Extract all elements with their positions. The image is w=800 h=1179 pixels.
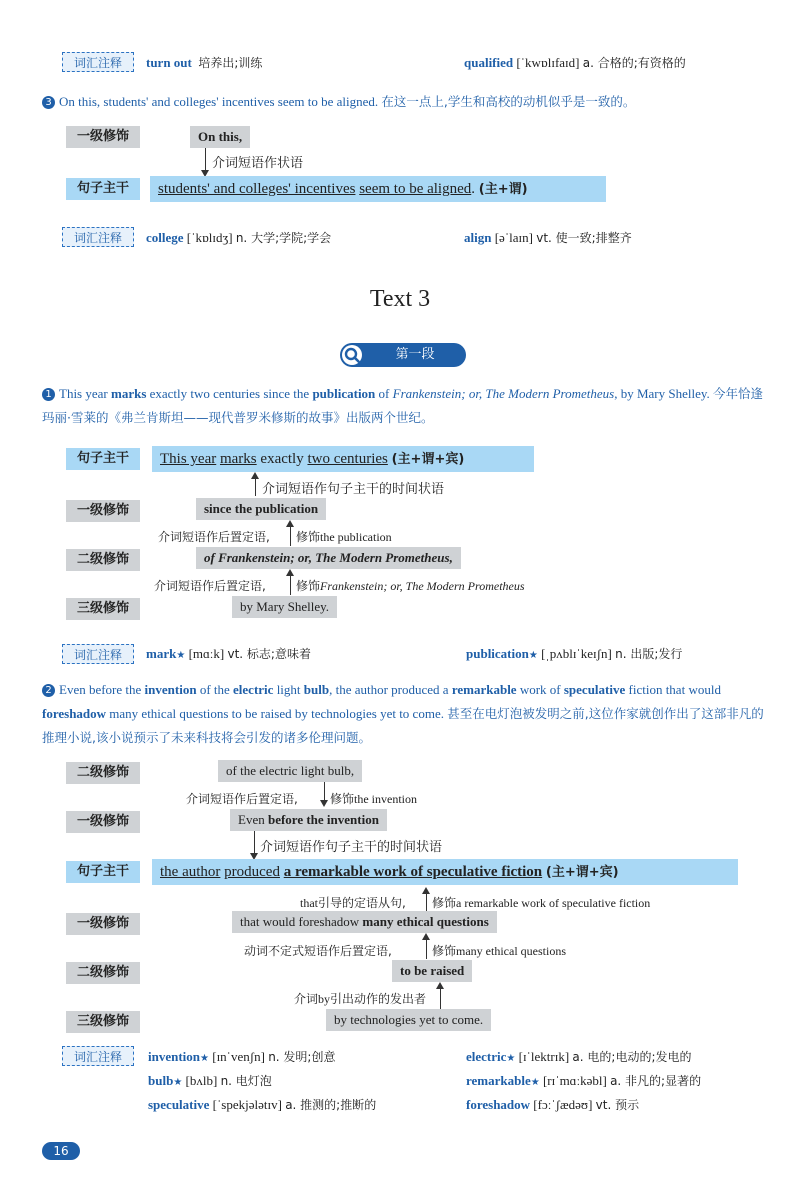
vocab-entry: [466, 1096, 639, 1113]
note-text: Frankenstein; or, The Modern Prometheus: [320, 579, 525, 593]
sentence-number: 2: [42, 684, 55, 697]
vocab-tag: 词汇注释: [62, 227, 134, 247]
sentence-en: On this, students' and colleges' incentives seem to be aligned.: [59, 94, 379, 109]
modifier-box: to be raised: [392, 960, 472, 982]
keyword: electric: [233, 682, 274, 697]
vocab-word: invention: [148, 1049, 201, 1064]
vocab-word: college: [146, 230, 184, 245]
text-run: of the: [196, 682, 234, 697]
main-clause-box: [152, 446, 534, 472]
vocab-entry: [148, 1096, 376, 1113]
note-text: 介词短语作后置定语,: [186, 792, 298, 806]
note: [294, 990, 426, 1007]
keyword: marks: [110, 386, 147, 401]
label-primary: 一级修饰: [66, 126, 140, 148]
vocab-def: n. 出版;发行: [615, 647, 683, 661]
note-text: 修饰: [432, 896, 457, 910]
vocab-phonetic: [mɑːk]: [188, 646, 225, 661]
vocab-def: vt. 标志;意味着: [227, 647, 311, 661]
vocab-phonetic: [ˈkwɒlɪfaɪd]: [516, 55, 580, 70]
vocab-def: vt. 预示: [595, 1098, 640, 1112]
vocab-entry: publication★ [ˌpʌblɪˈkeɪʃn] n. 出版;发行: [466, 646, 683, 661]
main-tag: (主+谓+宾): [391, 452, 465, 467]
note: 介词短语作状语: [212, 156, 304, 171]
keyword: publication: [312, 386, 376, 401]
vocab-entry: electric★ [ɪˈlektrɪk] a. 电的;电动的;发电的: [466, 1049, 692, 1064]
main-period: .: [471, 181, 475, 197]
vocab-tag: 词汇注释: [62, 52, 134, 72]
connector-line: [290, 575, 291, 595]
note: [154, 577, 266, 594]
label-primary: 一级修饰: [66, 913, 140, 935]
label-primary: 一级修饰: [66, 500, 140, 522]
box-text: that would foreshadow: [240, 914, 363, 929]
sentence-number: 1: [42, 388, 55, 401]
vocab-entry: remarkable★ [rɪˈmɑːkəbl] a. 非凡的;显著的: [466, 1073, 702, 1088]
vocab-word: remarkable: [466, 1073, 531, 1088]
main-subject: students' and colleges' incentives: [158, 181, 356, 197]
label-primary: 一级修饰: [66, 811, 140, 833]
vocab-word: electric: [466, 1049, 507, 1064]
main-tag: (主+谓): [478, 182, 528, 197]
vocab-entry: bulb★ [bʌlb] n. 电灯泡: [148, 1073, 272, 1088]
magnifier-icon: [342, 345, 362, 365]
sentence-2: [42, 678, 768, 750]
text-run: fiction that would: [625, 682, 721, 697]
modifier-box: of Frankenstein; or, The Modern Prometheus,: [196, 547, 461, 569]
connector-line: [426, 893, 427, 911]
box-text: before the invention: [267, 812, 379, 827]
text-run: work of: [516, 682, 564, 697]
main-object: a remarkable work of speculative fiction: [283, 864, 543, 880]
main-clause-box: [152, 859, 738, 885]
note: [244, 942, 392, 959]
vocab-tag: 词汇注释: [62, 1046, 134, 1066]
connector-line: [426, 939, 427, 959]
vocab-word: qualified: [464, 55, 514, 70]
vocab-def: a. 合格的;有资格的: [582, 56, 686, 70]
modifier-box: [232, 911, 497, 933]
main-adverb: exactly: [260, 451, 304, 467]
vocab-word: speculative: [148, 1097, 210, 1112]
modifier-box: On this,: [190, 126, 250, 148]
note-text: the publication: [320, 530, 392, 544]
main-predicate: produced: [224, 864, 280, 880]
sentence-zh: 甚至在电灯泡被发明之前,这位作家就创作出了这部非凡的推理小说,该小说预示了未来科技将会引发的诸多伦理问题。: [42, 706, 764, 745]
label-main: 句子主干: [66, 448, 140, 470]
vocab-word: mark: [146, 646, 177, 661]
note: [432, 942, 566, 959]
note: [296, 577, 525, 594]
note-text: that: [300, 896, 318, 910]
vocab-entry: [146, 54, 262, 71]
label-main: 句子主干: [66, 178, 140, 200]
label-tertiary: 三级修饰: [66, 598, 140, 620]
text-run: many ethical questions to be raised by technologies yet to come.: [106, 706, 444, 721]
vocab-def: n. 发明;创意: [268, 1050, 336, 1064]
vocab-phonetic: [bʌlb]: [185, 1073, 218, 1088]
note-text: 修饰: [296, 530, 321, 544]
main-subject: the author: [160, 864, 221, 880]
main-clause-box: [150, 176, 606, 202]
note: [296, 528, 392, 545]
main-subject: This year: [160, 451, 217, 467]
connector-line: [254, 831, 255, 855]
text-run: , the author produced a: [329, 682, 452, 697]
paragraph-badge-label: 第一段: [395, 347, 435, 362]
note: [300, 894, 406, 911]
text-run: light: [273, 682, 304, 697]
note-text: 介词短语作后置定语,: [154, 579, 266, 593]
vocab-word: foreshadow: [466, 1097, 531, 1112]
note-text: 动词不定式短语作后置定语,: [244, 944, 392, 958]
keyword: invention: [144, 682, 197, 697]
box-text: Even: [238, 812, 268, 827]
keyword: remarkable: [451, 682, 517, 697]
modifier-box: [230, 809, 387, 831]
vocab-phonetic: [ɪnˈvenʃn]: [212, 1049, 265, 1064]
main-predicate: seem to be aligned: [359, 181, 472, 197]
box-text: many ethical questions: [362, 914, 489, 929]
vocab-tag: 词汇注释: [62, 644, 134, 664]
section-title: Text 3: [369, 286, 431, 312]
modifier-box: by technologies yet to come.: [326, 1009, 491, 1031]
note: 介词短语作句子主干的时间状语: [262, 482, 445, 497]
note-text: by: [318, 992, 331, 1006]
note: [432, 894, 650, 911]
note: [186, 790, 298, 807]
italic-title: Frankenstein; or, The Modern Prometheus: [392, 386, 615, 401]
vocab-entry: [146, 229, 331, 246]
label-secondary: 二级修饰: [66, 762, 140, 784]
keyword: bulb: [303, 682, 330, 697]
vocab-phonetic: [ˈspekjələtɪv]: [212, 1097, 282, 1112]
note-text: 修饰: [296, 579, 321, 593]
main-predicate: marks: [219, 451, 257, 467]
vocab-phonetic: [ˈkɒlɪdʒ]: [186, 230, 233, 245]
vocab-entry: [464, 229, 632, 246]
sentence-number: 3: [42, 96, 55, 109]
main-object: two centuries: [307, 451, 388, 467]
paragraph-badge: [340, 343, 466, 367]
connector-line: [440, 988, 441, 1010]
connector-line: [324, 782, 325, 802]
note: [330, 790, 417, 807]
keyword: foreshadow: [42, 706, 107, 721]
note-text: many ethical questions: [456, 944, 566, 958]
vocab-phonetic: [fɔːˈʃædəʊ]: [533, 1097, 593, 1112]
main-tag: (主+谓+宾): [545, 865, 619, 880]
vocab-phonetic: [əˈlaɪn]: [494, 230, 533, 245]
sentence-zh: 今年恰逢玛丽·雪莱的《弗兰肯斯坦——现代普罗米修斯的故事》出版两个世纪。: [42, 386, 764, 425]
vocab-def: n. 大学;学院;学会: [235, 231, 332, 245]
vocab-def: n. 电灯泡: [220, 1074, 272, 1088]
note-text: 修饰: [330, 792, 355, 806]
label-secondary: 二级修饰: [66, 549, 140, 571]
vocab-word: bulb: [148, 1073, 174, 1088]
vocab-word: turn out: [146, 55, 192, 70]
text-run: This year: [59, 386, 111, 401]
vocab-word: align: [464, 230, 492, 245]
label-secondary: 二级修饰: [66, 962, 140, 984]
vocab-def: a. 电的;电动的;发电的: [572, 1050, 692, 1064]
note-text: 引导的定语从句,: [318, 896, 406, 910]
text-run: Even before the: [59, 682, 145, 697]
vocab-entry: mark★ [mɑːk] vt. 标志;意味着: [146, 646, 311, 661]
vocab-phonetic: [ɪˈlektrɪk]: [518, 1049, 570, 1064]
vocab-word: publication: [466, 646, 529, 661]
connector-line: [290, 526, 291, 546]
note: [158, 528, 270, 545]
sentence-1: [42, 382, 768, 430]
modifier-box: by Mary Shelley.: [232, 596, 337, 618]
vocab-def: a. 非凡的;显著的: [610, 1074, 702, 1088]
keyword: speculative: [563, 682, 626, 697]
note-text: a remarkable work of speculative fiction: [456, 896, 651, 910]
note-text: the invention: [354, 792, 418, 806]
vocab-entry: invention★ [ɪnˈvenʃn] n. 发明;创意: [148, 1049, 336, 1064]
vocab-entry: [464, 54, 686, 71]
sentence-3: [42, 90, 768, 114]
note-text: 介词: [294, 992, 319, 1006]
text-run: of: [375, 386, 393, 401]
note: 介词短语作句子主干的时间状语: [260, 840, 443, 855]
sentence-zh: 在这一点上,学生和高校的动机似乎是一致的。: [381, 94, 636, 109]
vocab-def: a. 推测的;推断的: [285, 1098, 377, 1112]
text-run: , by Mary Shelley.: [614, 386, 710, 401]
connector-line: [255, 478, 256, 496]
note-text: 引出动作的发出者: [330, 992, 427, 1006]
note-text: 介词短语作后置定语,: [158, 530, 270, 544]
vocab-phonetic: [ˌpʌblɪˈkeɪʃn]: [541, 646, 612, 661]
vocab-phonetic: [rɪˈmɑːkəbl]: [542, 1073, 607, 1088]
label-tertiary: 三级修饰: [66, 1011, 140, 1033]
vocab-def: vt. 使一致;排整齐: [536, 231, 632, 245]
modifier-box: since the publication: [196, 498, 326, 520]
note-text: 修饰: [432, 944, 457, 958]
connector-line: [205, 148, 206, 172]
page-number: 16: [42, 1142, 80, 1160]
vocab-def: 培养出;训练: [198, 56, 263, 70]
text-run: exactly two centuries since the: [146, 386, 313, 401]
modifier-box: of the electric light bulb,: [218, 760, 362, 782]
label-main: 句子主干: [66, 861, 140, 883]
